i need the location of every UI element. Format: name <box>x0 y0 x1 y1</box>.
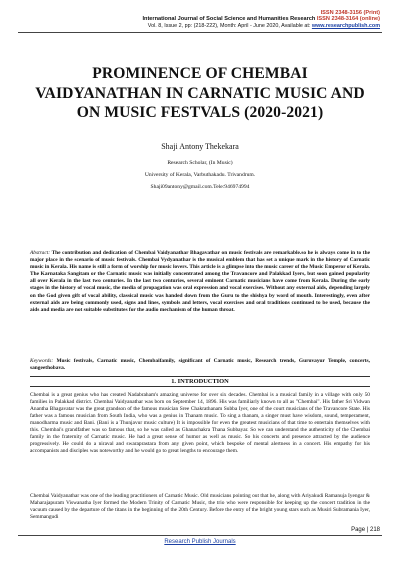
section-rule-bottom <box>30 386 370 387</box>
paper-title: PROMINENCE OF CHEMBAI VAIDYANATHAN IN CARNATIC MUSIC AND ON MUSIC FESTVALS (2020-2021) <box>35 65 365 121</box>
intro-paragraph-2: Chembai Vaidyanathar was one of the leading practitioners of Carnatic Music. Old musicians pointing out that he, along with Ariyakudi Ramanuja Iyengar & Maharajapuram Viswanatha Iyer formed the Modern Trinity of Carnatic Music, the trio who were responsible for keeping up the concert tradition in the vacuum caused by the departure of the titans in the beginning of the 20th Century. Before the entry of the bright young stars such as Musiri Subramania Iyer, Semmangudi <box>30 493 370 521</box>
abstract-label: Abstract: <box>30 250 51 256</box>
abstract <box>30 250 370 314</box>
author-name: Shaji Antony Thekekara <box>161 142 239 151</box>
website-link[interactable]: www.researchpublish.com <box>311 23 380 29</box>
volume-line <box>18 23 380 30</box>
journal-header-line <box>18 16 380 23</box>
section-heading: 1. INTRODUCTION <box>171 378 229 385</box>
page-number: Page | 218 <box>351 527 380 533</box>
keywords <box>30 358 370 372</box>
author-affiliation-university: University of Kerala, Varbuthakadu. Trivandrum. <box>144 172 256 178</box>
keywords-text: Music festivals, Carnatic music, Chembaifamily, significant of Carnatic music, Research trends, Guruvayur Temple, concerts, sangeethobava. <box>30 358 370 372</box>
volume-info: Vol. 8, Issue 2, pp: (218-222), Month: April - June 2020, Available at: <box>147 23 311 29</box>
intro-paragraph-1: Chembai is a great genius who has created Nadabraham's amazing universe for over six decades. Chembai is a musical family in a village with only 50 families in Palakkad district. Chembai Vaidyanathar was born on September 14, 1896. His was familiarly known to all as "Chembai". His father Sri Vidwan Anantha Bhagavatar was the great grandson of the famous musician Sree Chakrathanam Subba Iyer, one of the court musicians of the Travancore State. His father was a famous musician from South India, who was a genius in Thanam music. To sing a thanam, a singer must have wisdom, sound, temperament, manodharma music and Bani. (Bani is a Thunjavur music culture) It is impossible for even the greatest musicians of that time to entertain themselves with this. Chembai's grandfather was so famous that, so he was called as Ghanachakra Thana Subbayar. So we can understand the authenticity of the Chembai family in the fraternity of Carnatic music. He had a great sense of humor as well as music. So his concerts and presence attracted by the audience progressively. He could do a niraval and swaraprastara from any given point, which bespoke of mental alertness in a concert. His empathy for his accompanists and disciples was noteworthy and he would go to great lengths to encourage them. <box>30 392 370 455</box>
abstract-text: The contribution and dedication of Chembai Vaidyanathar Bhagavathar on music festivals are remarkable.so he is always come in to the major place in the scenario of music festivals. Chembai Vydyanathar is the musical emblem that has set a unique mark in the history of Carnatic music in Kerala. His name is still a form of worship for music lovers. This article is a glimpse into the music career of the Music Emperor of Kerala. The Karnataka Sangitam or the Carnatic music was initially concentrated among the Travancore and Palakkad Iyers, but soon gained popularity all over Kerala in the last two centuries. In the last two centuries, several eminent Carnatic musicians have come from Kerala. During the early stages in the history of vocal music, the media of propagation was oral expression and vocal exercises. Without any external aids, depending largely on the God given gift of vocal ability, classical music was handed down from the Guru to the shishya by word of mouth. Interestingly, even after external aids are being commonly used, signs and lines, symbols and letters, vocal exercises and oral traditions continued to be used, because the aids and media are not suitable substitutes for the audio mechanism of the human throat. <box>30 250 370 313</box>
author-affiliation-role: Research Scholar, (In Music) <box>167 160 233 166</box>
header-divider <box>18 32 382 33</box>
issn-online: ISSN 2348-3164 (online) <box>316 16 380 22</box>
author-contact: Shaji09antony@gmail.com.Tele:946974994 <box>150 184 250 190</box>
keywords-label: Keywords: <box>30 358 54 364</box>
footer-divider <box>18 535 382 536</box>
publisher-link[interactable]: Research Publish Journals <box>164 539 236 545</box>
issn-print: ISSN 2348-3156 (Print) <box>320 10 380 16</box>
journal-name: International Journal of Social Science and Humanities Research <box>142 16 316 22</box>
